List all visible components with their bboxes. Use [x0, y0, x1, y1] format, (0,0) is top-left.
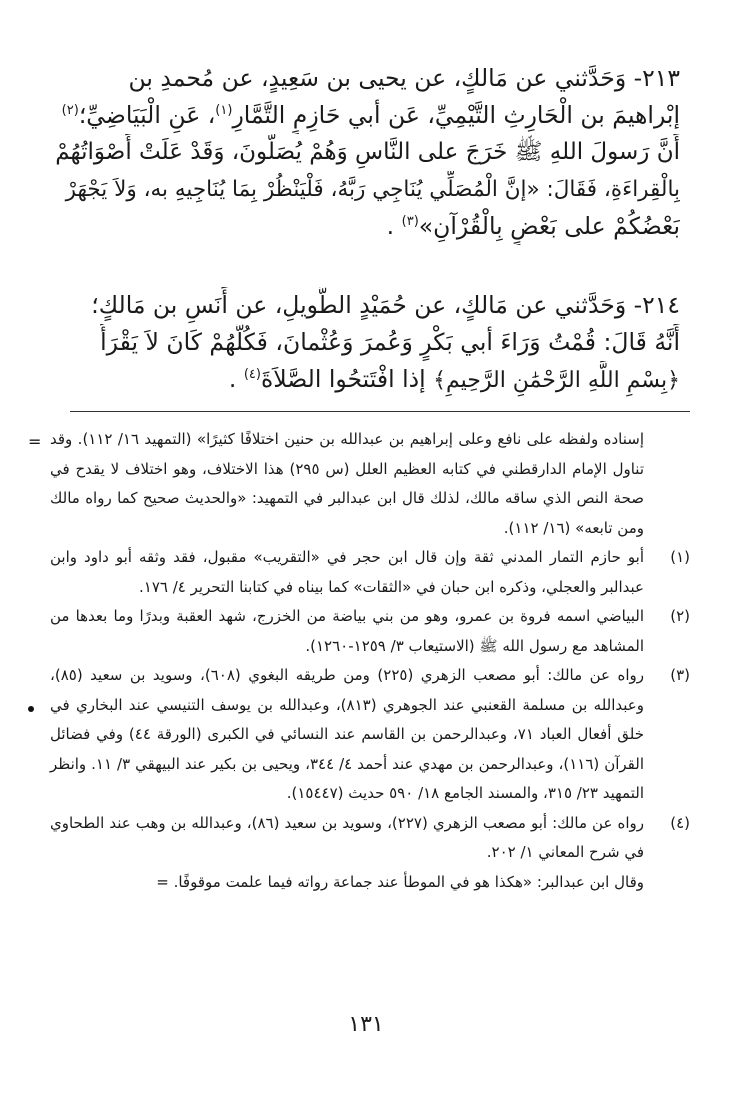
basmala: ﴿بِسْمِ اللَّهِ الرَّحْمَٰنِ الرَّحِيمِ﴾	[433, 368, 680, 393]
footnote-continued	[50, 425, 690, 543]
footnote-4	[50, 809, 690, 868]
continuation-mark: =	[28, 432, 42, 451]
footnote-divider	[70, 411, 690, 412]
footnote-1-text: أبو حازم التمار المدني ثقة وإن قال ابن حجر في «التقريب» مقبول، فقد وثقه أبو داود وابن عبدالبر والعجلي، وذكره ابن حبان في «الثقات» كما بيناه في كتابنا التحرير ٤/ ١٧٦.	[50, 548, 644, 596]
hadith-214-line-3-tail: إذا افْتَتحُوا الصَّلاَةَ	[260, 365, 434, 393]
footnote-3	[50, 661, 690, 809]
hadith-213-line-5-tail: .	[386, 212, 402, 240]
hadith-214-line-1: ٢١٤- وَحَدَّثني عن مَالكٍ، عن حُمَيْدٍ الطَّويلِ، عن أَنَسِ بن مَالكٍ؛	[91, 291, 680, 319]
footnote-ref-2[interactable]: (٢)	[61, 103, 79, 119]
hadith-213	[52, 60, 680, 245]
footnote-4-continued	[50, 868, 690, 898]
footnote-ref-3[interactable]: (٣)	[401, 214, 419, 230]
footnotes	[50, 425, 690, 897]
hadith-214-line-3-end: .	[228, 365, 244, 393]
hadith-213-line-2-text: إبْراهيمَ بن الْحَارِثِ التَّيْمِيِّ، عَن أبي حَازِمٍ التَّمَّارِ	[232, 101, 680, 129]
hadith-214	[52, 287, 680, 399]
footnote-3-marker: (٣)	[670, 666, 690, 684]
footnote-1-marker: (١)	[670, 548, 690, 566]
footnote-ref-1[interactable]: (١)	[215, 103, 233, 119]
hadith-213-line-2	[52, 97, 680, 134]
footnote-2	[50, 602, 690, 661]
hadith-214-line-2: أَنَّهُ قَالَ: قُمْتُ وَرَاءَ أبي بَكْرٍ وَعُمرَ وَعُثْمانَ، فَكُلُّهُمْ كَانَ لاَ يَقْرَأُ	[100, 328, 680, 356]
page-number: ١٣١	[348, 1012, 384, 1037]
footnote-2-text: البياضي اسمه فروة بن عمرو، وهو من بني بياضة من الخزرج، شهد العقبة وبدرًا وما بعدها من المشاهد مع رسول الله ﷺ (الاستيعاب ٣/ ١٢٥٩-١٢٦٠).	[50, 607, 644, 655]
hadith-213-line-3: أَنَّ رَسولَ اللهِ ﷺ خَرَجَ على النَّاسِ وَهُمْ يُصَلُّونَ، وَقَدْ عَلَتْ أَصْوَاتُهُمْ	[55, 139, 680, 165]
footnote-1	[50, 543, 690, 602]
footnote-3-text: رواه عن مالك: أبو مصعب الزهري (٢٢٥) ومن طريقه البغوي (٦٠٨)، وسويد بن سعيد (٨٥)، وعبدالله بن مسلمة القعنبي عند الجوهري (٨١٣)، وعبدالله بن يوسف التنيسي عند البخاري في خلق أفعال العباد ٧١، وعبدالرحمن بن القاسم عند النسائي في الكبرى (الورقة ٤٤) وفي فضائل القرآن (١١٦)، وعبدالرحمن بن مهدي عند أحمد ٤/ ٣٤٤، ويحيى بن بكير عند البيهقي ٣/ ١١. وانظر التمهيد ٢٣/ ٣١٥، والمسند الجامع ١٨/ ٥٩٠ حديث (١٥٤٤٧).	[50, 666, 645, 802]
margin-dot	[28, 706, 34, 712]
footnote-continued-text: إسناده ولفظه على نافع وعلى إبراهيم بن عبدالله بن حنين اختلافًا كثيرًا» (التمهيد ١٦/ ١١٢). وقد تناول الإمام الدارقطني في كتابه العظيم العلل (س ٢٩٥) هذا الاختلاف، وهو اختلاف لا يقدح في صحة النص الذي ساقه مالك، لذلك قال ابن عبدالبر في التمهيد: «والحديث صحيح كما رواه مالك ومن تابعه» (١٦/ ١١٢).	[50, 430, 644, 537]
footnote-ref-4[interactable]: (٤)	[243, 367, 261, 383]
hadith-213-line-2-tail: ، عَنِ الْبَيَاضِيِّ؛	[78, 101, 216, 129]
hadith-213-line-1: ٢١٣- وَحَدَّثني عن مَالكٍ، عن يحيى بن سَعِيدٍ، عن مُحمدِ بن	[128, 64, 680, 92]
hadith-214-line-3	[52, 361, 680, 399]
footnote-2-marker: (٢)	[670, 607, 690, 625]
hadith-213-line-5-text: بَعْضُكُمْ على بَعْضٍ بِالْقُرْآنِ»	[418, 212, 680, 240]
hadith-213-line-5	[52, 208, 680, 245]
footnote-4-text: رواه عن مالك: أبو مصعب الزهري (٢٢٧)، وسويد بن سعيد (٨٦)، وعبدالله بن وهب عند الطحاوي في شرح المعاني ١/ ٢٠٢.	[50, 813, 644, 861]
footnote-4-continued-text: وقال ابن عبدالبر: «هكذا هو في الموطأ عند جماعة رواته فيما علمت موقوفًا. =	[156, 872, 644, 891]
footnote-4-marker: (٤)	[670, 813, 690, 832]
hadith-213-line-4: بِالْقِراءَةِ، فَقَالَ: «إنَّ الْمُصَلِّي يُنَاجِي رَبَّهُ، فَلْيَنْظُرْ بِمَا يُنَاجِيهِ به، وَلاَ يَجْهَرْ	[65, 177, 680, 202]
